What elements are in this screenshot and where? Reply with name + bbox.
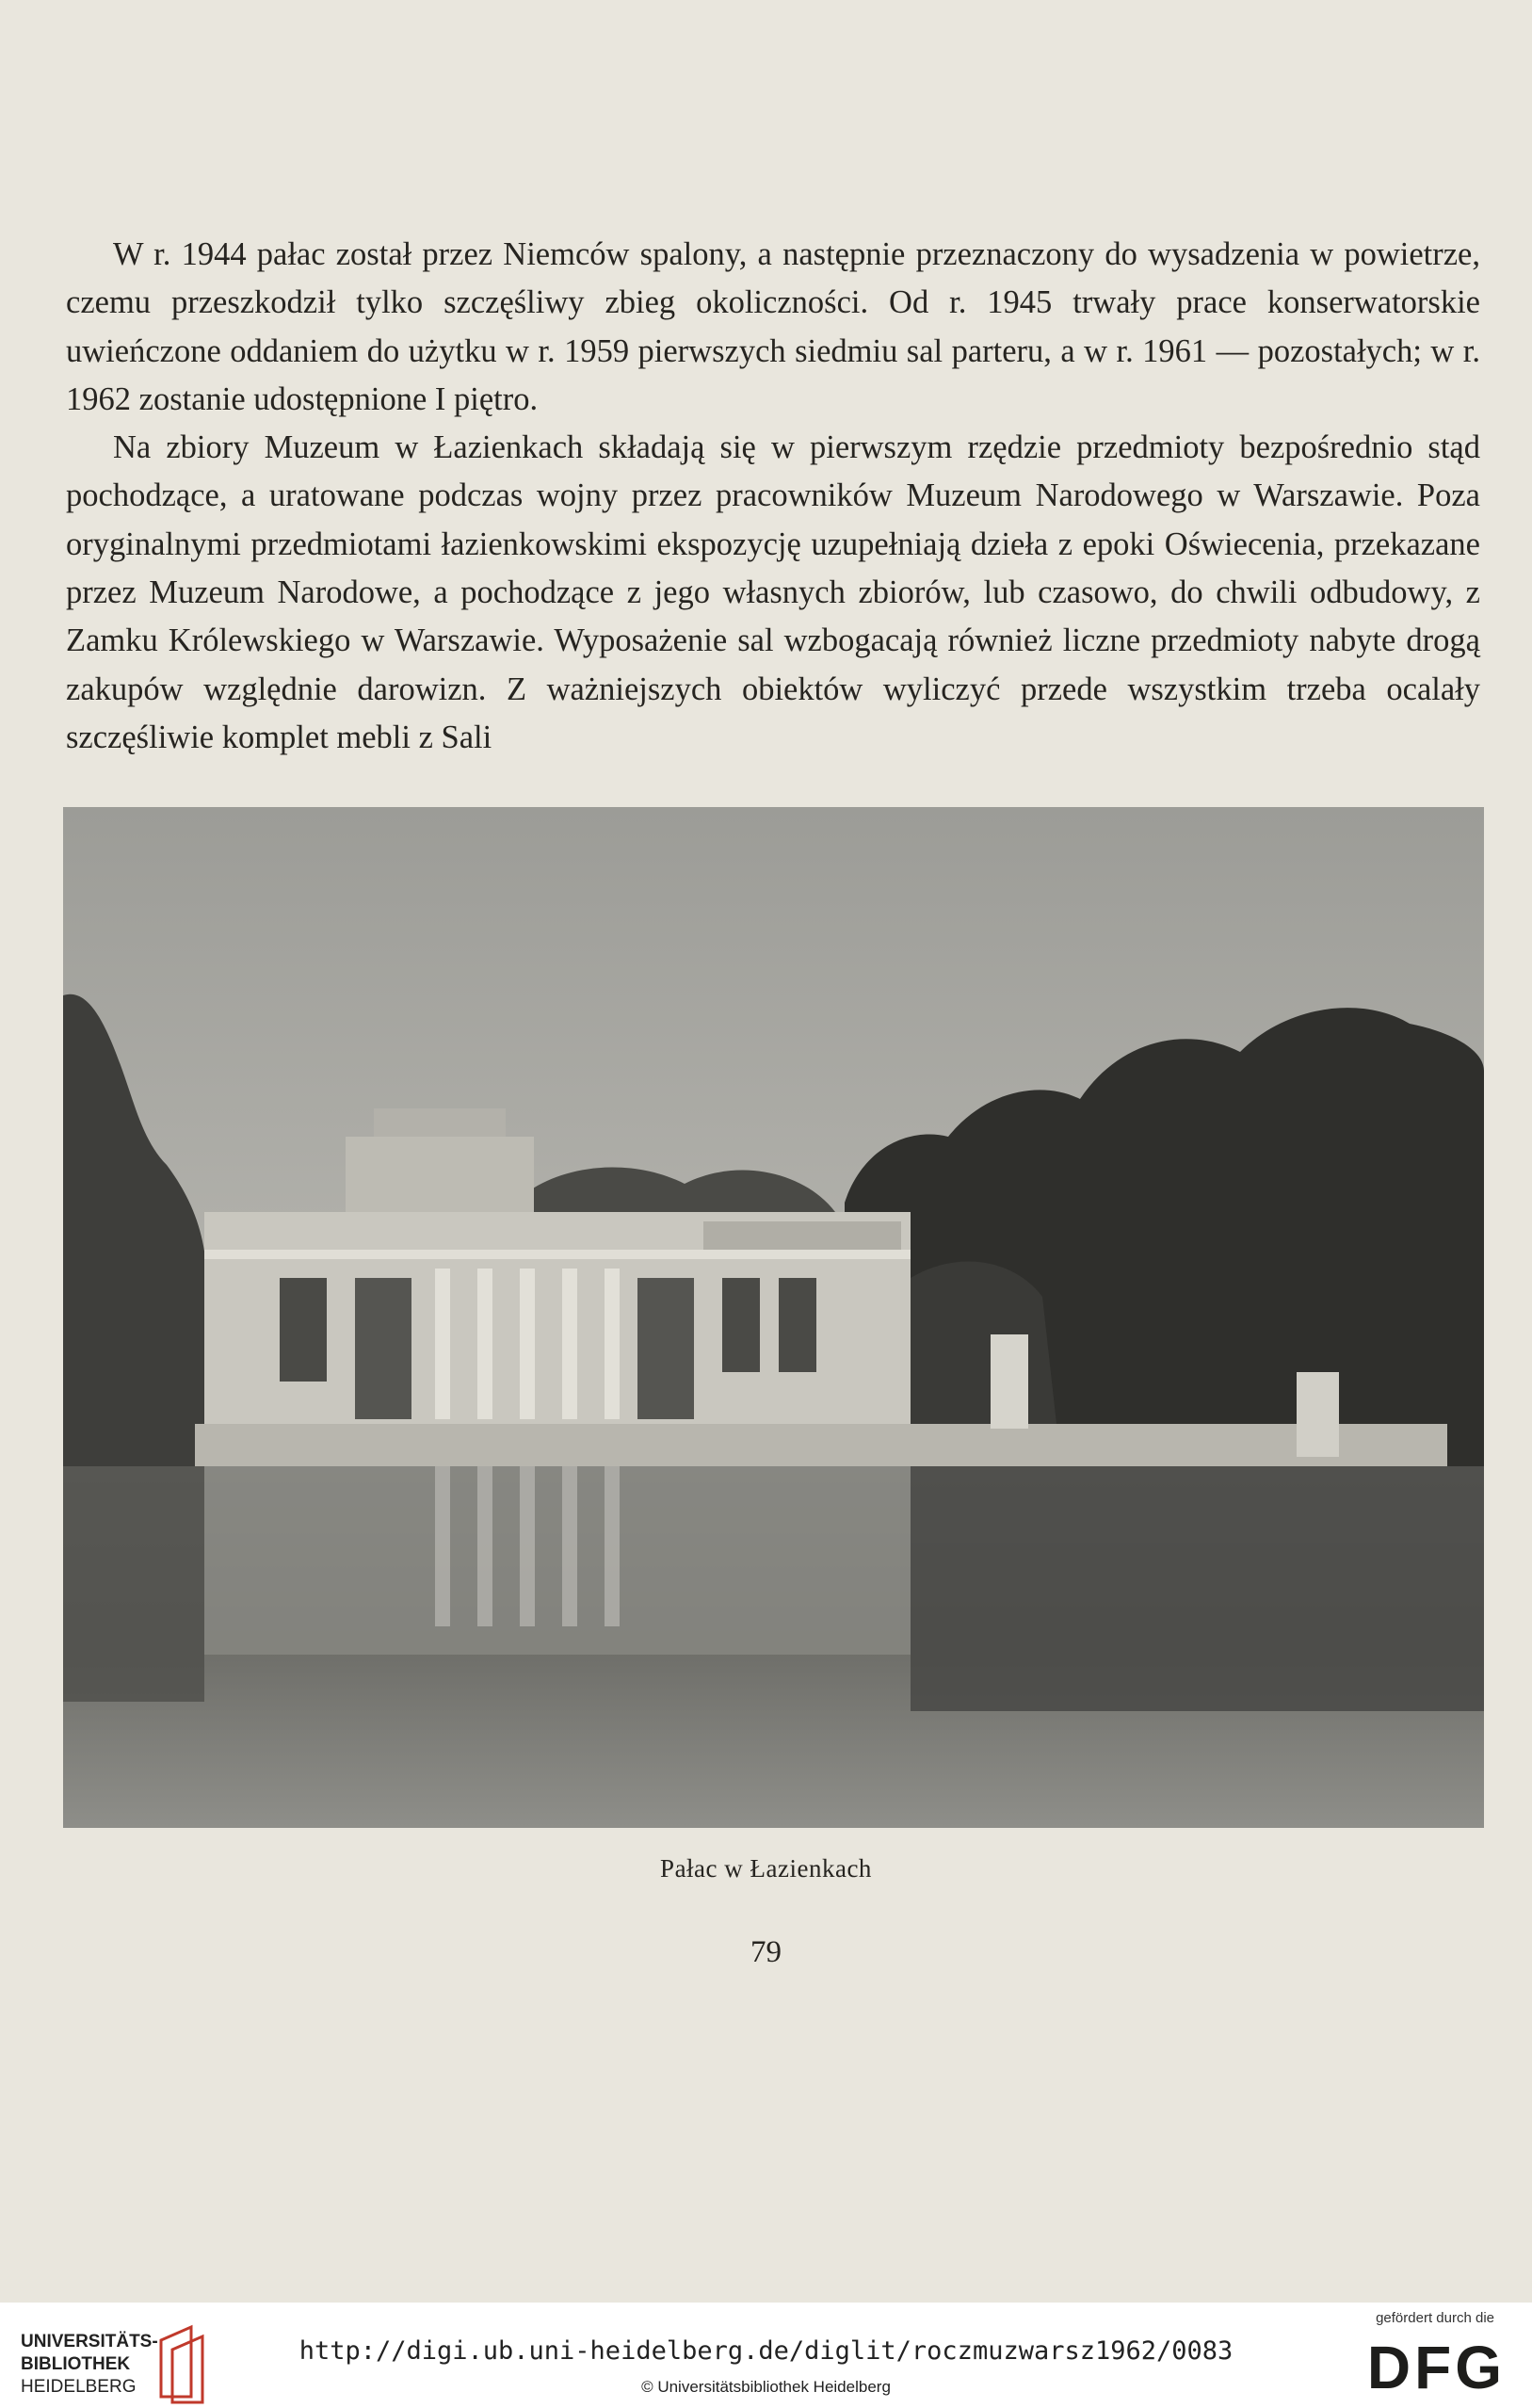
copyright-notice: © Universitätsbibliothek Heidelberg xyxy=(641,2378,891,2396)
body-text xyxy=(66,231,1480,762)
library-name-line-2: BIBLIOTHEK xyxy=(21,2354,131,2374)
paragraph-2: Na zbiory Muzeum w Łazienkach składają się w pierwszym rzędzie przedmioty bezpośrednio stąd pochodzące, a uratowane podczas wojny przez pracowników Muzeum Narodowego w Warszawie. Poza oryginalnymi przedmiotami łazienkowskimi ekspozycję uzupełniają dzieła z epoki Oświecenia, przekazane przez Muzeum Narodowe, a pochodzące z jego własnych zbiorów, lub czasowo, do chwili odbudowy, z Zamku Królewskiego w Warszawie. Wyposażenie sal wzbogacają również liczne przedmioty nabyte drogą zakupów względnie darowizn. Z ważniejszych obiektów wyliczyć przede wszystkim trzeba ocalały szczęśliwie komplet mebli z Sali xyxy=(66,429,1480,755)
permalink-url[interactable]: http://digi.ub.uni-heidelberg.de/diglit/roczmuzwarsz1962/0083 xyxy=(298,2336,1234,2366)
dfg-logo: DFG xyxy=(1366,2334,1506,2401)
funding-note: gefördert durch die xyxy=(1376,2310,1494,2326)
library-name-line-1: UNIVERSITÄTS- xyxy=(21,2332,158,2351)
digitization-footer xyxy=(0,2303,1532,2408)
photo-caption: Pałac w Łazienkach xyxy=(660,1854,872,1883)
page-number: 79 xyxy=(750,1935,782,1969)
paragraph-1: W r. 1944 pałac został przez Niemców spalony, a następnie przeznaczony do wysadzenia w powietrze, czemu przeszkodził tylko szczęśliwy zbieg okoliczności. Od r. 1945 trwały prace konserwatorskie uwieńczone oddaniem do użytku w r. 1959 pierwszych siedmiu sal parteru, a w r. 1961 — pozostałych; w r. 1962 zostanie udostępnione I piętro. xyxy=(66,236,1480,417)
palace-photograph xyxy=(63,807,1484,1828)
library-name-line-3: HEIDELBERG xyxy=(21,2377,137,2397)
